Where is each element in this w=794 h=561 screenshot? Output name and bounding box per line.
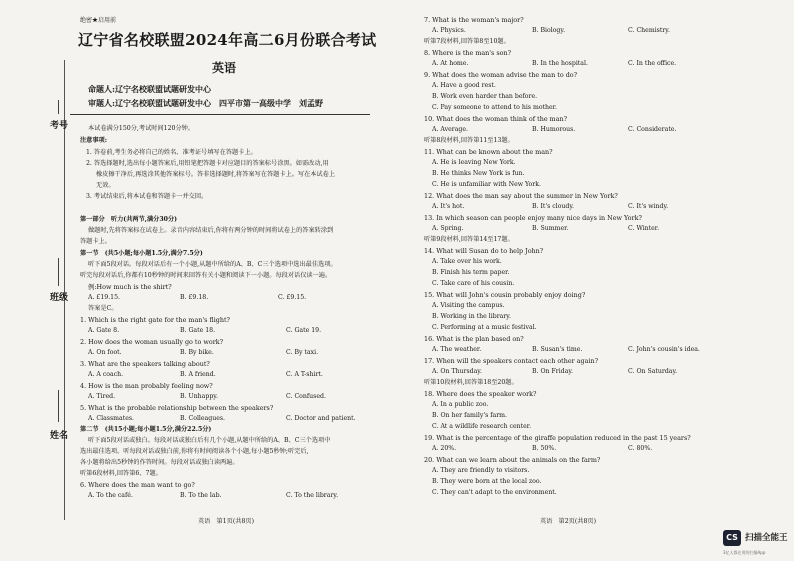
- q11-option-c: C. He is unfamiliar with New York.: [432, 181, 541, 188]
- setter-line-2: 审题人:辽宁名校联盟试题研发中心 四平市第一高级中学 刘孟野: [88, 98, 323, 108]
- part1-heading: 第一部分 听力(共两节,满分30分): [80, 216, 178, 223]
- question-16: 16. What is the plan based on?: [424, 335, 524, 343]
- section2-instruction-c: 各小题将给出5秒钟的作答时间。每段对话或独白读两遍。: [80, 459, 239, 466]
- section1-heading: 第一节 (共5小题;每小题1.5分,满分7.5分): [80, 250, 203, 257]
- example-option-c: C. £9.15.: [278, 294, 307, 301]
- section1-instruction-b: 听完每段对话后,你都有10秒钟的时间来回答有关小题和阅读下一小题。每段对话仅读一遍。: [80, 272, 332, 279]
- q12-option-b: B. It's cloudy.: [532, 203, 575, 210]
- exam-title: 辽宁省名校联盟2024年高二6月份联合考试: [78, 31, 377, 49]
- scanner-app-tagline: 3亿人都在用的扫描App: [723, 550, 766, 555]
- note-1: 1. 答卷前,考生务必将自己的姓名、准考证号填写在答题卡上。: [86, 149, 257, 156]
- question-13: 13. In which season can people enjoy many nice days in New York?: [424, 214, 642, 222]
- q14-option-a: A. Take over his work.: [432, 258, 502, 265]
- q18-option-a: A. In a public zoo.: [432, 401, 489, 408]
- question-1: 1. Which is the right gate for the man's flight?: [80, 316, 230, 324]
- q15-option-b: B. Working in the library.: [432, 313, 511, 320]
- q3-option-a: A. A coach.: [88, 371, 124, 378]
- banji-blank: [58, 258, 60, 286]
- q12-option-c: C. It's windy.: [628, 203, 669, 210]
- q2-option-c: C. By taxi.: [286, 349, 319, 356]
- q19-option-c: C. 80%.: [628, 445, 653, 452]
- q15-option-c: C. Performing at a music festival.: [432, 324, 537, 331]
- note-2b: 橡皮擦干净后,再选涂其他答案标号。答非选择题时,将答案写在答题卡上。写在本试卷上: [96, 171, 336, 178]
- q13-option-b: B. Summer.: [532, 225, 569, 232]
- question-9: 9. What does the woman advise the man to do?: [424, 71, 578, 79]
- question-2: 2. How does the woman usually go to work?: [80, 338, 224, 346]
- example-question: 例:How much is the shirt?: [88, 283, 172, 291]
- q2-option-b: B. By bike.: [180, 349, 214, 356]
- q20-option-a: A. They are friendly to visitors.: [432, 467, 530, 474]
- q19-option-a: A. 20%.: [432, 445, 457, 452]
- question-4: 4. How is the man probably feeling now?: [80, 382, 213, 390]
- q3-option-c: C. A T-shirt.: [286, 371, 323, 378]
- q1-option-c: C. Gate 19.: [286, 327, 322, 334]
- question-7: 7. What is the woman's major?: [424, 16, 524, 24]
- question-15: 15. What will John's cousin probably enjoy doing?: [424, 291, 586, 299]
- question-11: 11. What can be known about the man?: [424, 148, 553, 156]
- q16-option-b: B. Susan's time.: [532, 346, 583, 353]
- question-10: 10. What does the woman think of the man?: [424, 115, 568, 123]
- part1-instruction-b: 答题卡上。: [80, 238, 111, 245]
- scanner-watermark: [723, 528, 789, 558]
- kaohao-blank: [58, 100, 60, 114]
- q10-option-a: A. Average.: [432, 126, 469, 133]
- question-8: 8. Where is the man's son?: [424, 49, 512, 57]
- q5-option-b: B. Colleagues.: [180, 415, 225, 422]
- q8-option-b: B. In the hospital.: [532, 60, 588, 67]
- q12-option-a: A. It's hot.: [432, 203, 465, 210]
- q11-option-a: A. He is leaving New York.: [432, 159, 516, 166]
- q14-option-c: C. Take care of his cousin.: [432, 280, 515, 287]
- example-option-b: B. £9.18.: [180, 294, 209, 301]
- question-19: 19. What is the percentage of the giraffe population reduced in the past 15 years?: [424, 434, 691, 442]
- question-3: 3. What are the speakers talking about?: [80, 360, 210, 368]
- q14-option-b: B. Finish his term paper.: [432, 269, 510, 276]
- q7-option-a: A. Physics.: [432, 27, 466, 34]
- side-label-xingming: 姓名: [50, 431, 69, 441]
- xingming-blank: [58, 390, 60, 422]
- q10-option-c: C. Considerate.: [628, 126, 677, 133]
- note-3: 3. 考试结束后,将本试卷和答题卡一并交回。: [86, 193, 208, 200]
- q13-option-c: C. Winter.: [628, 225, 660, 232]
- q2-option-a: A. On foot.: [88, 349, 122, 356]
- q17-option-b: B. On Friday.: [532, 368, 574, 375]
- q20-option-c: C. They can't adapt to the environment.: [432, 489, 557, 496]
- q4-option-b: B. Unhappy.: [180, 393, 218, 400]
- question-5: 5. What is the probable relationship between the speakers?: [80, 404, 274, 412]
- q4-option-c: C. Confused.: [286, 393, 326, 400]
- q3-option-b: B. A friend.: [180, 371, 216, 378]
- material-8-note: 听第8段材料,回答第11至13题。: [424, 137, 514, 144]
- material-6-note: 听第6段材料,回答第6、7题。: [80, 470, 162, 477]
- q1-option-b: B. Gate 18.: [180, 327, 216, 334]
- header-divider: [70, 114, 370, 115]
- q8-option-c: C. In the office.: [628, 60, 677, 67]
- q9-option-a: A. Have a good rest.: [432, 82, 496, 89]
- section2-instruction-b: 选出最佳选项。听每段对话或独白前,你将有时间阅读各个小题,每小题5秒钟;听完后,: [80, 448, 309, 455]
- scanner-app-name: 扫描全能王: [745, 533, 788, 543]
- q11-option-b: B. He thinks New York is fun.: [432, 170, 525, 177]
- q7-option-b: B. Biology.: [532, 27, 566, 34]
- q8-option-a: A. At home.: [432, 60, 469, 67]
- q17-option-c: C. On Saturday.: [628, 368, 678, 375]
- question-14: 14. What will Susan do to help John?: [424, 247, 544, 255]
- note-2a: 2. 答选择题时,选出每小题答案后,用铅笔把答题卡对应题目的答案标号涂黑。如需改动,用: [86, 160, 329, 167]
- q16-option-c: C. John's cousin's idea.: [628, 346, 700, 353]
- q15-option-a: A. Visiting the campus.: [432, 302, 505, 309]
- part1-instruction-a: 做题时,先将答案标在试卷上。录音内容结束后,你将有两分钟的时间将试卷上的答案转涂到: [88, 227, 334, 234]
- section2-instruction-a: 听下面5段对话或独白。每段对话或独白后有几个小题,从题中所给的A、B、C三个选项中: [88, 437, 331, 444]
- q18-option-c: C. At a wildlife research center.: [432, 423, 532, 430]
- score-note: 本试卷满分150分,考试时间120分钟。: [88, 125, 195, 132]
- note-2c: 无效。: [96, 182, 115, 189]
- material-9-note: 听第9段材料,回答第14至17题。: [424, 236, 514, 243]
- q16-option-a: A. The weather.: [432, 346, 482, 353]
- q1-option-a: A. Gate 8.: [88, 327, 120, 334]
- q17-option-a: A. On Thursday.: [432, 368, 482, 375]
- example-option-a: A. £19.15.: [88, 294, 121, 301]
- section1-instruction-a: 听下面5段对话。每段对话后有一个小题,从题中所给的A、B、C三个选项中选出最佳选项。: [88, 261, 337, 268]
- side-label-banji: 班级: [50, 293, 69, 303]
- q10-option-b: B. Humorous.: [532, 126, 576, 133]
- material-10-note: 听第10段材料,回答第18至20题。: [424, 379, 518, 386]
- q5-option-c: C. Doctor and patient.: [286, 415, 356, 422]
- notes-heading: 注意事项:: [80, 137, 108, 144]
- question-17: 17. When will the speakers contact each other again?: [424, 357, 599, 365]
- subject-title: 英语: [212, 61, 237, 75]
- section2-heading: 第二节 (共15小题;每小题1.5分,满分22.5分): [80, 426, 212, 433]
- camscanner-logo-icon: CS: [723, 530, 741, 546]
- q9-option-b: B. Work even harder than before.: [432, 93, 538, 100]
- side-label-kaohao: 考号: [50, 121, 69, 131]
- question-6: 6. Where does the man want to go?: [80, 481, 195, 489]
- q6-option-b: B. To the lab.: [180, 492, 222, 499]
- q7-option-c: C. Chemistry.: [628, 27, 670, 34]
- question-20: 20. What can we learn about the animals on the farm?: [424, 456, 601, 464]
- q6-option-a: A. To the café.: [88, 492, 133, 499]
- page-footer-left: 英语 第1页(共8页): [198, 518, 255, 525]
- q18-option-b: B. On her family's farm.: [432, 412, 507, 419]
- setter-line-1: 命题人:辽宁名校联盟试题研发中心: [88, 84, 211, 94]
- material-7-note: 听第7段材料,回答第8至10题。: [424, 38, 510, 45]
- q13-option-a: A. Spring.: [432, 225, 464, 232]
- confidential-mark: 绝密★启用前: [80, 17, 117, 24]
- q19-option-b: B. 50%.: [532, 445, 557, 452]
- question-12: 12. What does the man say about the summer in New York?: [424, 192, 618, 200]
- q4-option-a: A. Tired.: [88, 393, 116, 400]
- page-footer-right: 英语 第2页(共8页): [540, 518, 597, 525]
- q5-option-a: A. Classmates.: [88, 415, 135, 422]
- q9-option-c: C. Pay someone to attend to his mother.: [432, 104, 557, 111]
- question-18: 18. Where does the speaker work?: [424, 390, 537, 398]
- q20-option-b: B. They were born at the local zoo.: [432, 478, 542, 485]
- q6-option-c: C. To the library.: [286, 492, 339, 499]
- example-answer: 答案是C。: [88, 305, 118, 312]
